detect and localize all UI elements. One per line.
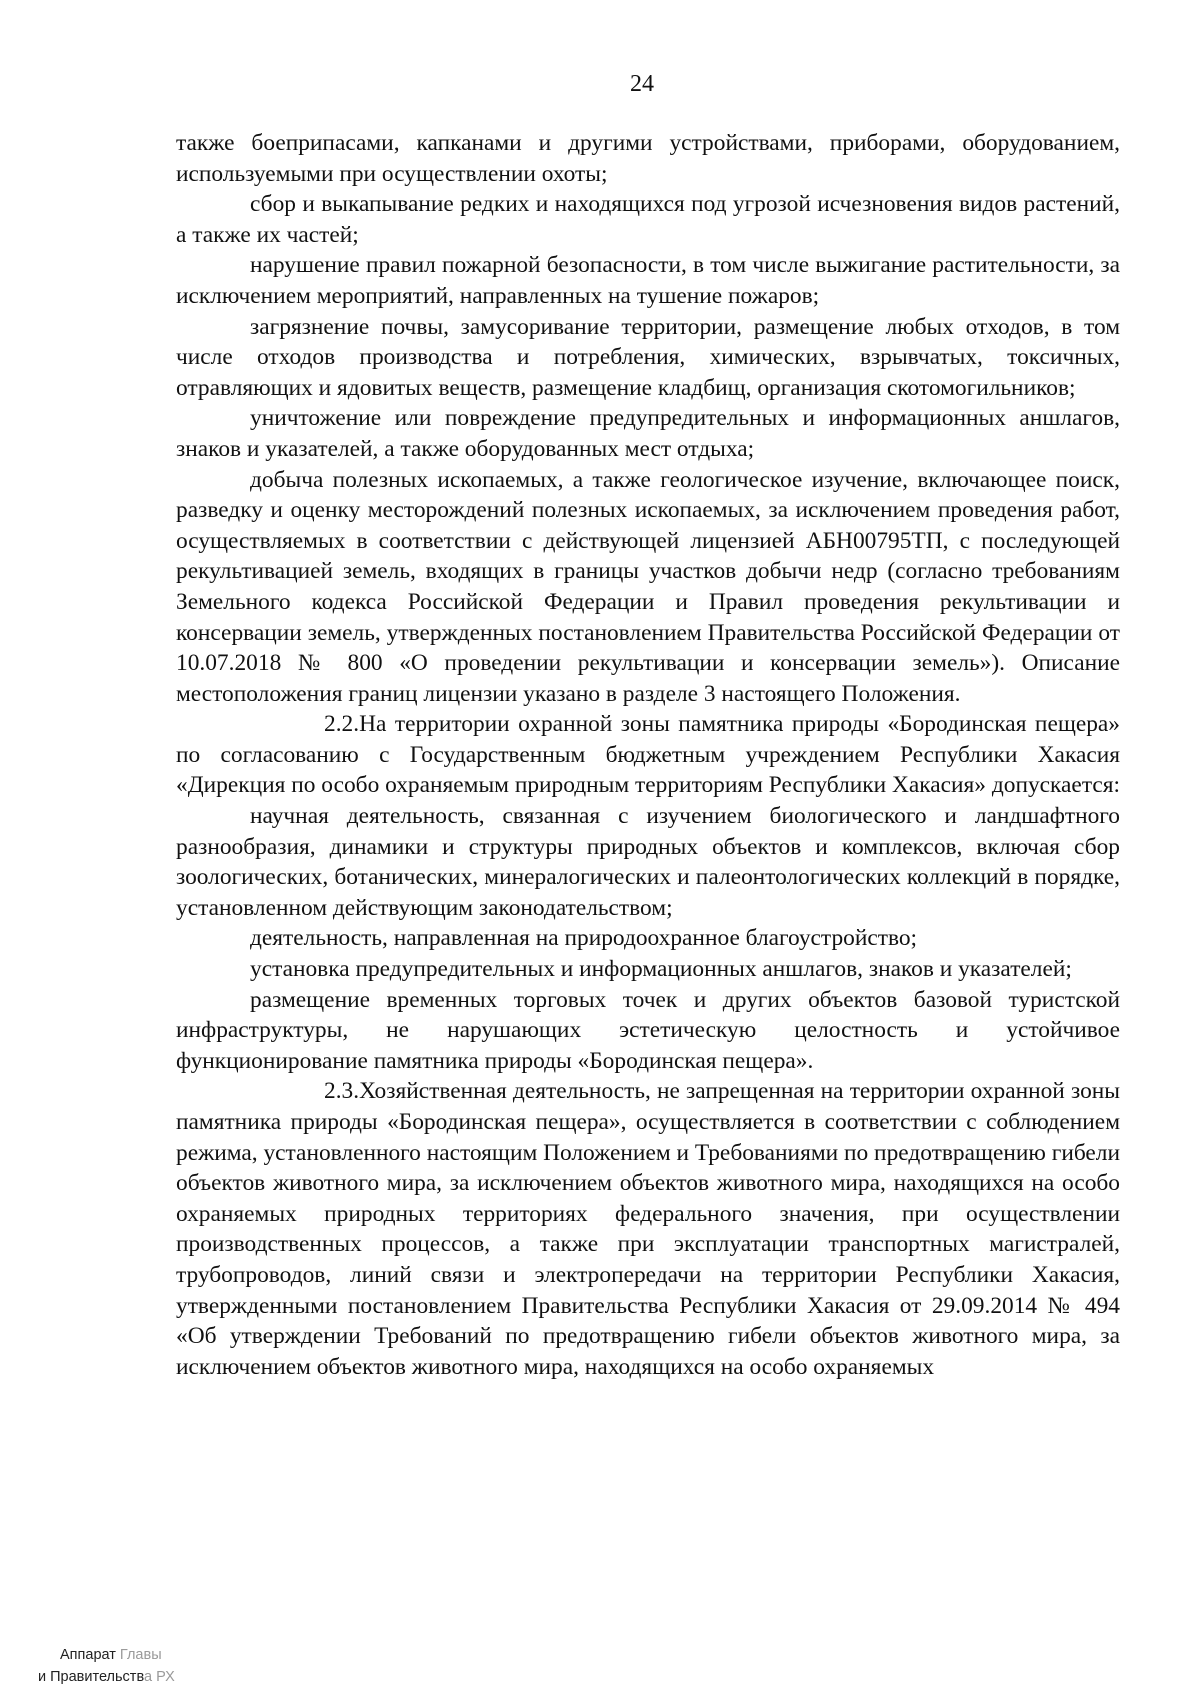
paragraph [176, 189, 1120, 250]
stamp-line-1-faded: Главы [119, 1647, 162, 1663]
stamp-line-2 [38, 1666, 175, 1688]
paragraph [176, 954, 1120, 985]
paragraph-text: научная деятельность, связанная с изучением биологического и ландшафтного разнообразия, динамики и структуры природных объектов и комплексов, включая сбор зоологических, ботанических, минералогических и палеонтологических коллекций в порядке, установленном действующим законодательством; [176, 803, 1120, 921]
paragraph [176, 312, 1120, 404]
paragraph-text: деятельность, направленная на природоохранное благоустройство; [250, 925, 918, 952]
paragraph-text: На территории охранной зоны памятника природы «Бородинская пещера» по согласованию с Государственным бюджетным учреждением Республики Хакасия «Дирекция по особо охраняемым природным территориям Республики Хакасия» допускается: [176, 711, 1120, 799]
document-body [176, 128, 1120, 1382]
stamp-line-2-faded: а РХ [144, 1669, 175, 1685]
paragraph-continuation [176, 128, 1120, 189]
stamp-line-2-main: и Правительств [38, 1669, 144, 1685]
paragraph [176, 923, 1120, 954]
stamp-line-1 [38, 1644, 175, 1666]
paragraph [176, 801, 1120, 923]
numbered-clause [176, 709, 1120, 801]
page-number: 24 [630, 71, 654, 97]
paragraph-text: сбор и выкапывание редких и находящихся под угрозой исчезновения видов растений, а также их частей; [176, 191, 1120, 248]
paragraph [176, 403, 1120, 464]
clause-number: 2.3. [324, 1078, 360, 1105]
paragraph-text: Хозяйственная деятельность, не запрещенная на территории охранной зоны памятника природы «Бородинская пещера», осуществляется в соответствии с соблюдением режима, установленного настоящим Положением и Требованиями по предотвращению гибели объектов животного мира, за исключением объектов животного мира, находящихся на особо охраняемых природных территориях федерального значения, при осуществлении производственных процессов, а также при эксплуатации транспортных магистралей, трубопроводов, линий связи и электропередачи на территории Республики Хакасия, утвержденными постановлением Правительства Республики Хакасия от 29.09.2014 № 494 «Об утверждении Требований по предотвращению гибели объектов животного мира, за исключением объектов животного мира, находящихся на особо охраняемых [176, 1078, 1120, 1380]
paragraph-text: загрязнение почвы, замусоривание территории, размещение любых отходов, в том числе отходов производства и потребления, химических, взрывчатых, токсичных, отравляющих и ядовитых веществ, размещение кладбищ, организация скотомогильников; [176, 313, 1120, 401]
paragraph-text: размещение временных торговых точек и других объектов базовой туристской инфраструктуры, не нарушающих эстетическую целостность и устойчивое функционирование памятника природы «Бородинская пещера». [176, 986, 1120, 1074]
stamp-line-1-main: Аппарат [60, 1647, 116, 1663]
clause-number: 2.2. [324, 711, 360, 738]
paragraph-text: уничтожение или повреждение предупредительных и информационных аншлагов, знаков и указателей, а также оборудованных мест отдыха; [176, 405, 1120, 462]
paragraph-text: нарушение правил пожарной безопасности, в том числе выжигание растительности, за исключением мероприятий, направленных на тушение пожаров; [176, 252, 1120, 309]
numbered-clause [176, 1076, 1120, 1382]
paragraph [176, 465, 1120, 710]
office-stamp [38, 1644, 175, 1688]
paragraph [176, 985, 1120, 1077]
paragraph-text: также боеприпасами, капканами и другими устройствами, приборами, оборудованием, используемыми при осуществлении охоты; [176, 130, 1120, 187]
paragraph-text: добыча полезных ископаемых, а также геологическое изучение, включающее поиск, разведку и оценку месторождений полезных ископаемых, за исключением проведения работ, осуществляемых в соответствии с действующей лицензией АБН00795ТП, с последующей рекультивацией земель, входящих в границы участков добычи недр (согласно требованиям Земельного кодекса Российской Федерации и Правил проведения рекультивации и консервации земель, утвержденных постановлением Правительства Российской Федерации от 10.07.2018 № 800 «О проведении рекультивации и консервации земель»). Описание местоположения границ лицензии указано в разделе 3 настоящего Положения. [176, 466, 1120, 707]
paragraph [176, 250, 1120, 311]
paragraph-text: установка предупредительных и информационных аншлагов, знаков и указателей; [250, 956, 1072, 983]
